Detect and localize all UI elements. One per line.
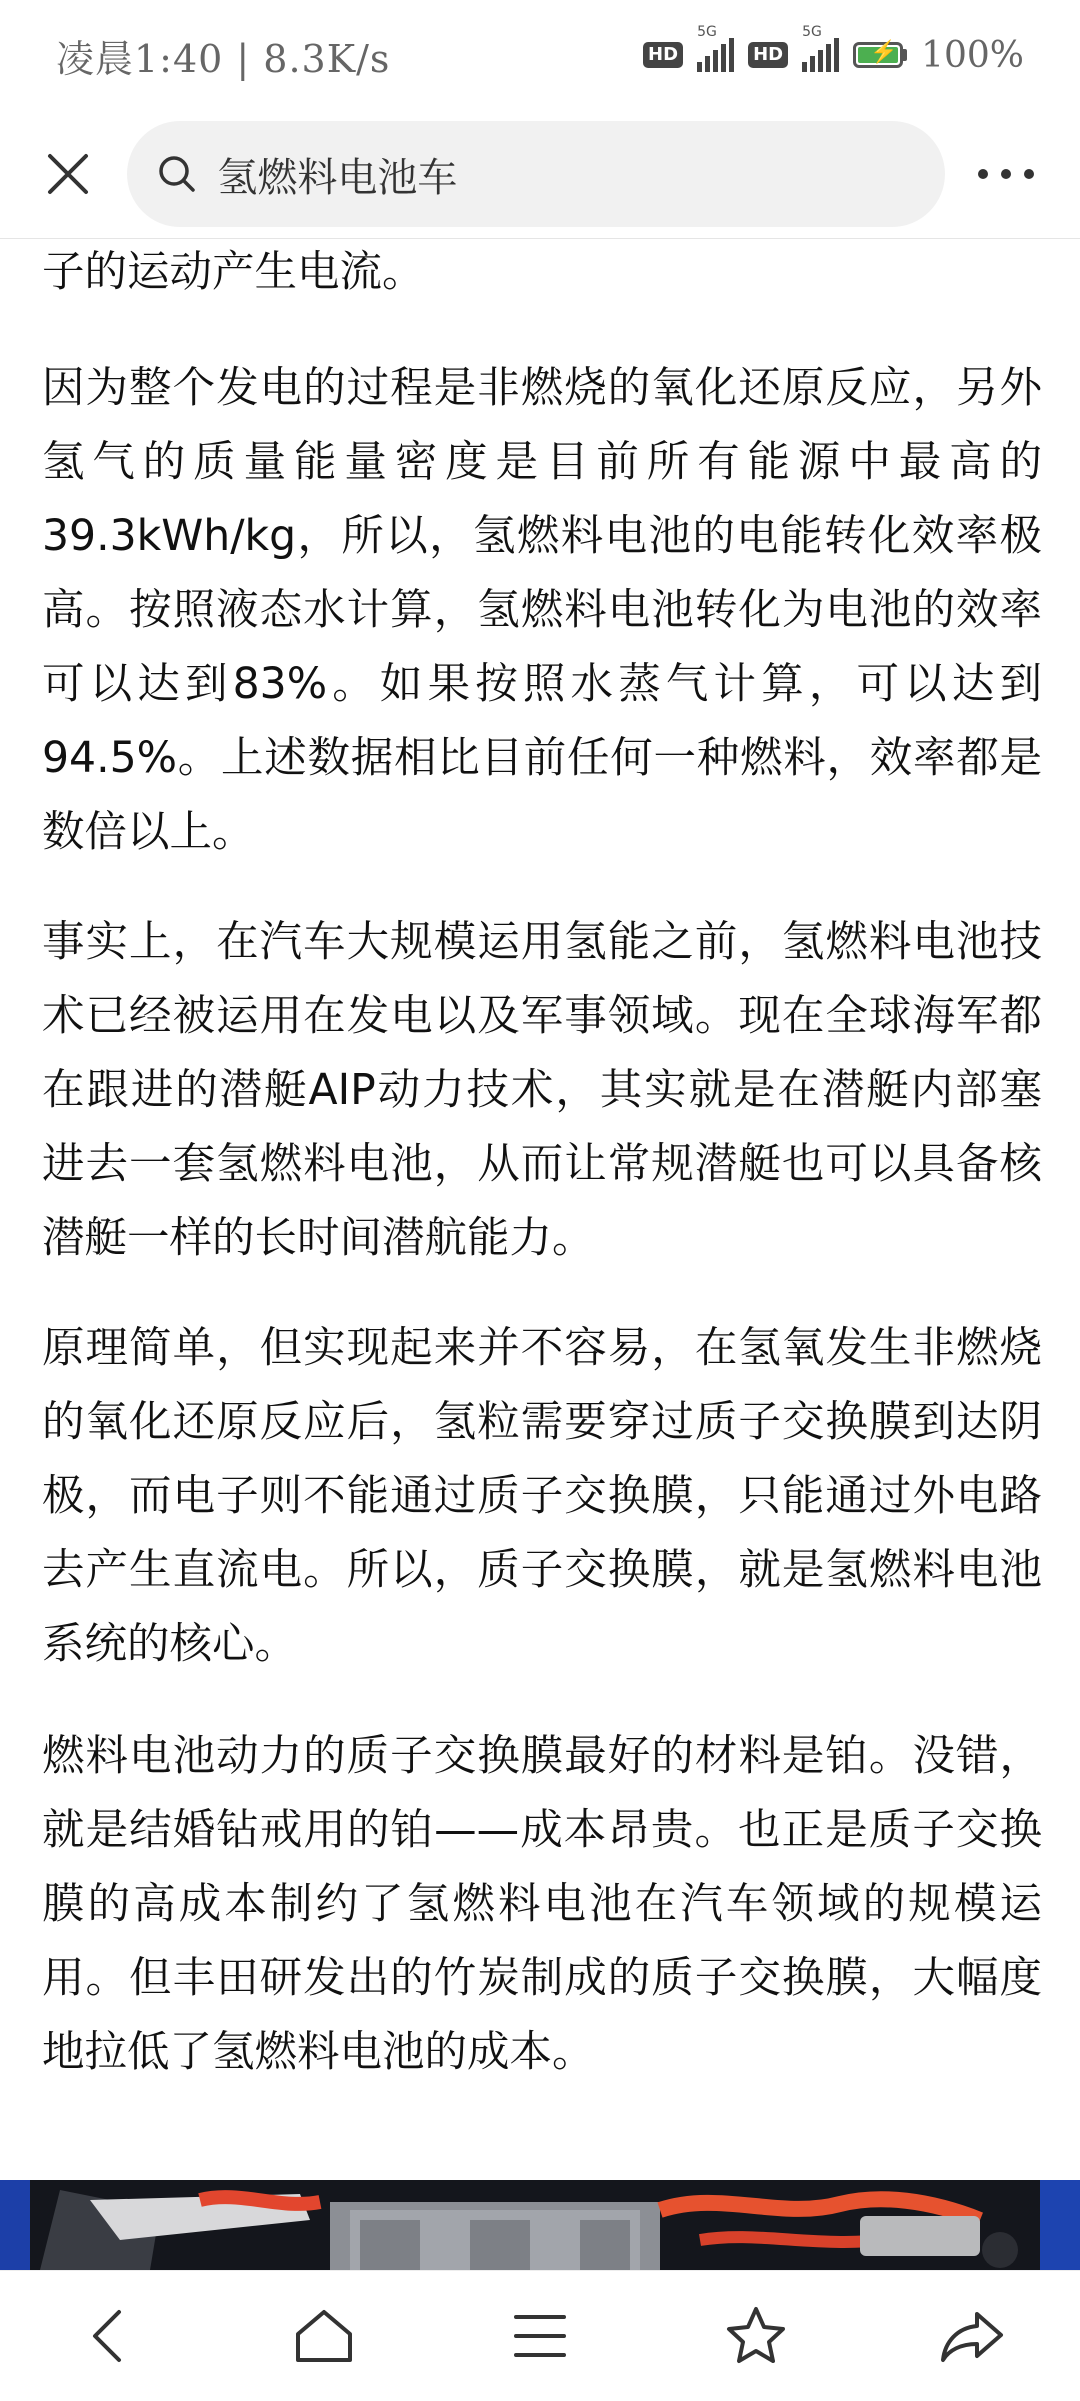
- article-paragraph: 原理简单，但实现起来并不容易，在氢氧发生非燃烧的氧化还原反应后，氢粒需要穿过质子交换膜到达阴极，而电子则不能通过质子交换膜，只能通过外电路去产生直流电。所以，质子交换膜，就是氢燃料电池系统的核心。: [42, 1324, 1042, 1669]
- home-button[interactable]: [264, 2281, 384, 2391]
- signal-icon: [697, 24, 734, 72]
- network-label-2: 5G: [802, 24, 822, 40]
- search-query: 氢燃料电池车: [217, 154, 458, 201]
- article-image[interactable]: [0, 2180, 1080, 2270]
- back-icon: [83, 2306, 133, 2366]
- menu-button[interactable]: [480, 2281, 600, 2391]
- battery-icon: ⚡: [853, 42, 907, 68]
- favorite-button[interactable]: [696, 2281, 816, 2391]
- signal-icon-2: [802, 24, 839, 72]
- share-icon: [939, 2308, 1005, 2364]
- hd-icon: HD: [643, 42, 683, 68]
- status-icons: [643, 24, 1024, 76]
- article-paragraph: 燃料电池动力的质子交换膜最好的材料是铂。没错，就是结婚钻戒用的铂——成本昂贵。也正是质子交换膜的高成本制约了氢燃料电池在汽车领域的规模运用。但丰田研发出的竹炭制成的质子交换膜，大幅度地拉低了氢燃料电池的成本。: [42, 1732, 1042, 2077]
- hd-icon-2: HD: [748, 42, 788, 68]
- close-icon: [46, 152, 90, 196]
- more-icon: [976, 167, 1036, 181]
- close-button[interactable]: [28, 134, 107, 214]
- status-time-speed: 凌晨1:40 | 8.3K/s: [56, 36, 391, 81]
- bottom-navigation: [0, 2270, 1080, 2401]
- network-label: 5G: [697, 24, 717, 40]
- article-paragraph: 事实上，在汽车大规模运用氢能之前，氢燃料电池技术已经被运用在发电以及军事领域。现在全球海军都在跟进的潜艇AIP动力技术，其实就是在潜艇内部塞进去一套氢燃料电池，从而让常规潜艇也可以具备核潜艇一样的长时间潜航能力。: [42, 918, 1042, 1263]
- search-icon: [157, 154, 197, 194]
- status-bar: [0, 0, 1080, 110]
- search-header: [0, 110, 1080, 238]
- article-paragraph: 子的运动产生电流。: [42, 248, 425, 297]
- battery-percent: 100%: [921, 34, 1024, 76]
- article-paragraph: 因为整个发电的过程是非燃烧的氧化还原反应，另外氢气的质量能量密度是目前所有能源中最高的39.3kWh/kg，所以，氢燃料电池的电能转化效率极高。按照液态水计算，氢燃料电池转化为电池的效率可以达到83%。如果按照水蒸气计算，可以达到94.5%。上述数据相比目前任何一种燃料，效率都是数倍以上。: [42, 364, 1042, 857]
- back-button[interactable]: [48, 2281, 168, 2391]
- search-input[interactable]: [127, 121, 944, 227]
- engine-photo: [0, 2180, 1080, 2270]
- home-icon: [292, 2306, 356, 2366]
- menu-icon: [512, 2311, 568, 2361]
- favorite-icon: [724, 2305, 788, 2367]
- more-button[interactable]: [957, 134, 1056, 214]
- share-button[interactable]: [912, 2281, 1032, 2391]
